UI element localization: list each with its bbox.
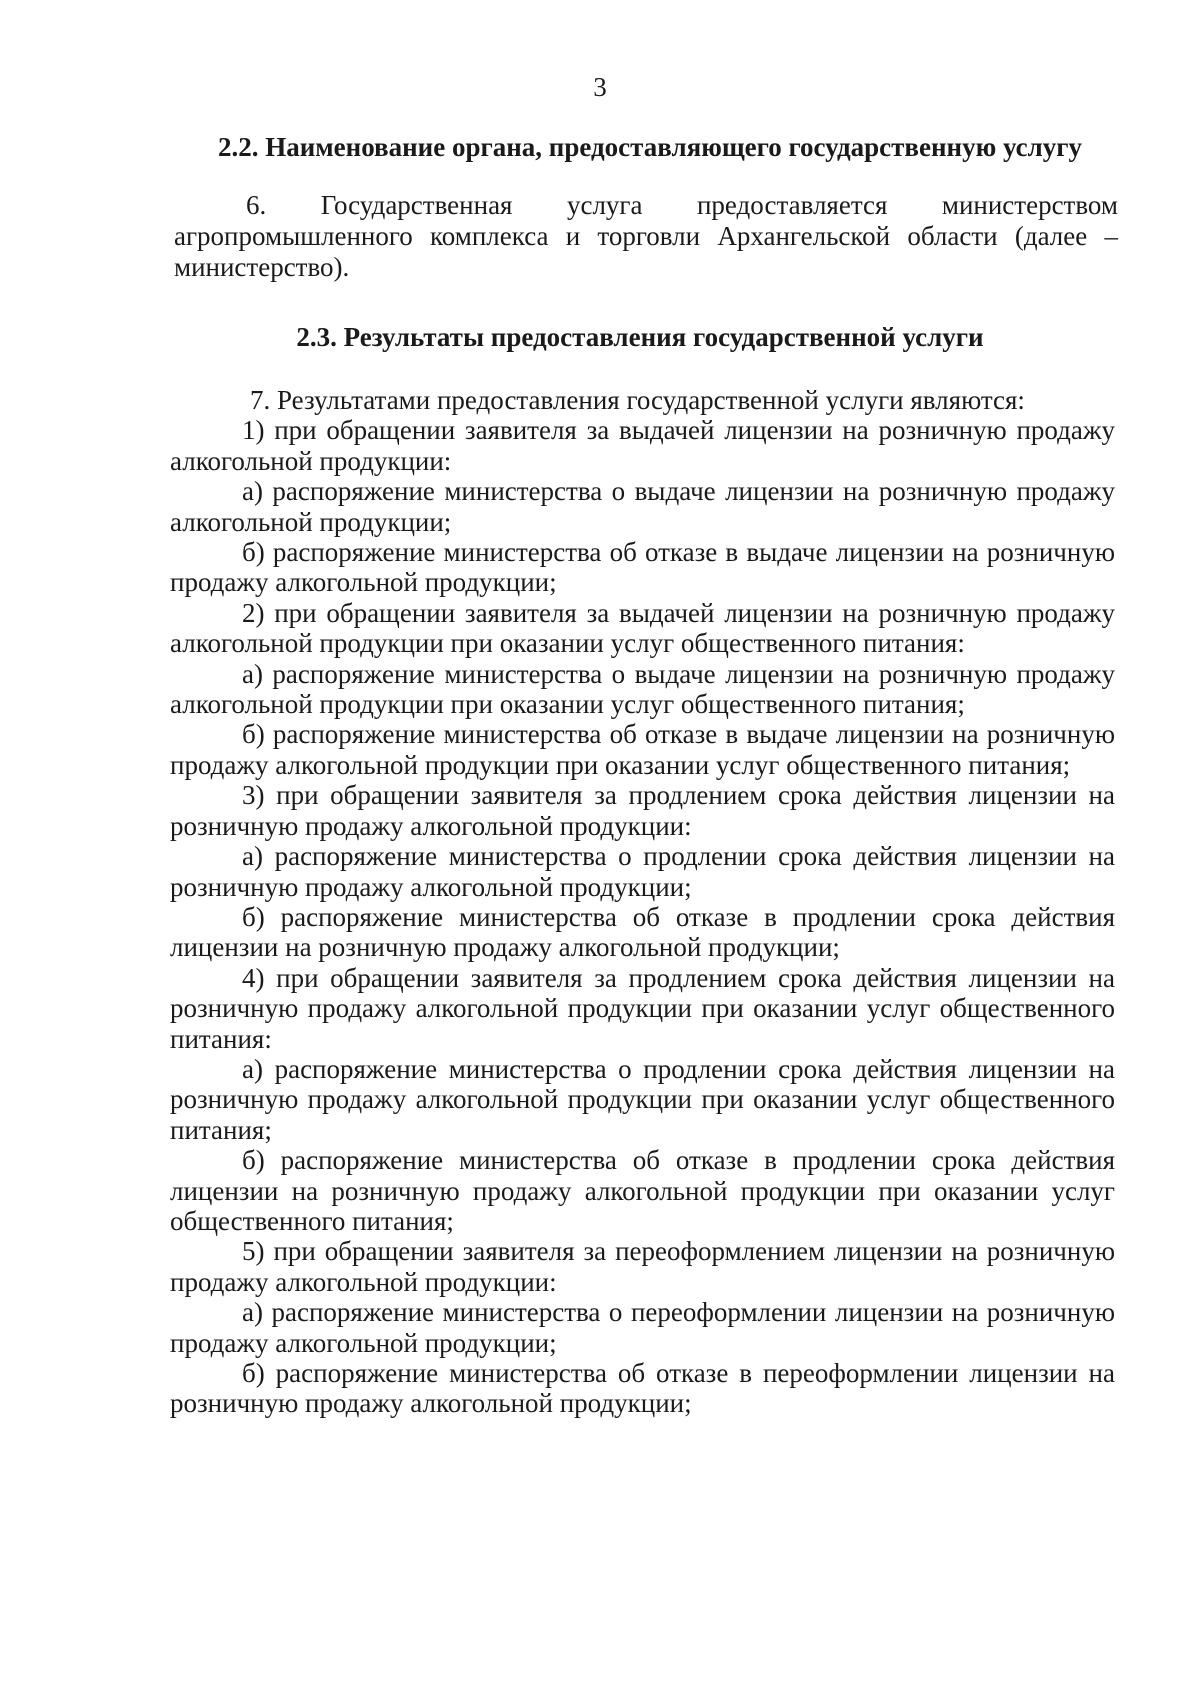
results-list: [170, 385, 1115, 1419]
list-item: а) распоряжение министерства о выдаче лицензии на розничную продажу алкогольной продукции при оказании услуг общественного питания;: [170, 658, 1115, 720]
list-item: б) распоряжение министерства об отказе в продлении срока действия лицензии на розничную продажу алкогольной продукции;: [170, 901, 1115, 963]
paragraph-6: 6. Государственная услуга предоставляется министерством агропромышленного комплекса и торговли Архангельской области (далее – министерство).: [174, 190, 1118, 282]
list-item: б) распоряжение министерства об отказе в выдаче лицензии на розничную продажу алкогольной продукции при оказании услуг общественного питания;: [170, 719, 1115, 780]
list-item: 3) при обращении заявителя за продлением срока действия лицензии на розничную продажу алкогольной продукции:: [170, 780, 1115, 841]
section-heading-2-3: 2.3. Результаты предоставления государственной услуги: [296, 322, 984, 352]
list-item: а) распоряжение министерства о продлении срока действия лицензии на розничную продажу алкогольной продукции;: [170, 841, 1115, 902]
list-item: а) распоряжение министерства о выдаче лицензии на розничную продажу алкогольной продукции;: [170, 476, 1115, 537]
list-item: 4) при обращении заявителя за продлением срока действия лицензии на розничную продажу алкогольной продукции при оказании услуг общественного питания:: [170, 962, 1115, 1054]
page-number: 3: [593, 72, 607, 102]
list-item-intro: 7. Результатами предоставления государственной услуги являются:: [250, 385, 1025, 415]
list-item: 2) при обращении заявителя за выдачей лицензии на розничную продажу алкогольной продукции при оказании услуг общественного питания:: [170, 597, 1115, 659]
section-heading-2-2: 2.2. Наименование органа, предоставляющего государственную услугу: [217, 132, 1083, 162]
list-item: 1) при обращении заявителя за выдачей лицензии на розничную продажу алкогольной продукции:: [170, 415, 1115, 476]
list-item: а) распоряжение министерства о продлении срока действия лицензии на розничную продажу алкогольной продукции при оказании услуг общественного питания;: [170, 1053, 1115, 1145]
list-item: б) распоряжение министерства об отказе в переоформлении лицензии на розничную продажу алкогольной продукции;: [170, 1358, 1115, 1419]
list-item: б) распоряжение министерства об отказе в продлении срока действия лицензии на розничную продажу алкогольной продукции при оказании услуг общественного питания;: [170, 1145, 1115, 1236]
list-item: 5) при обращении заявителя за переоформлением лицензии на розничную продажу алкогольной продукции:: [170, 1236, 1115, 1297]
list-item: б) распоряжение министерства об отказе в выдаче лицензии на розничную продажу алкогольной продукции;: [170, 537, 1115, 598]
list-item: а) распоряжение министерства о переоформлении лицензии на розничную продажу алкогольной продукции;: [170, 1297, 1115, 1358]
